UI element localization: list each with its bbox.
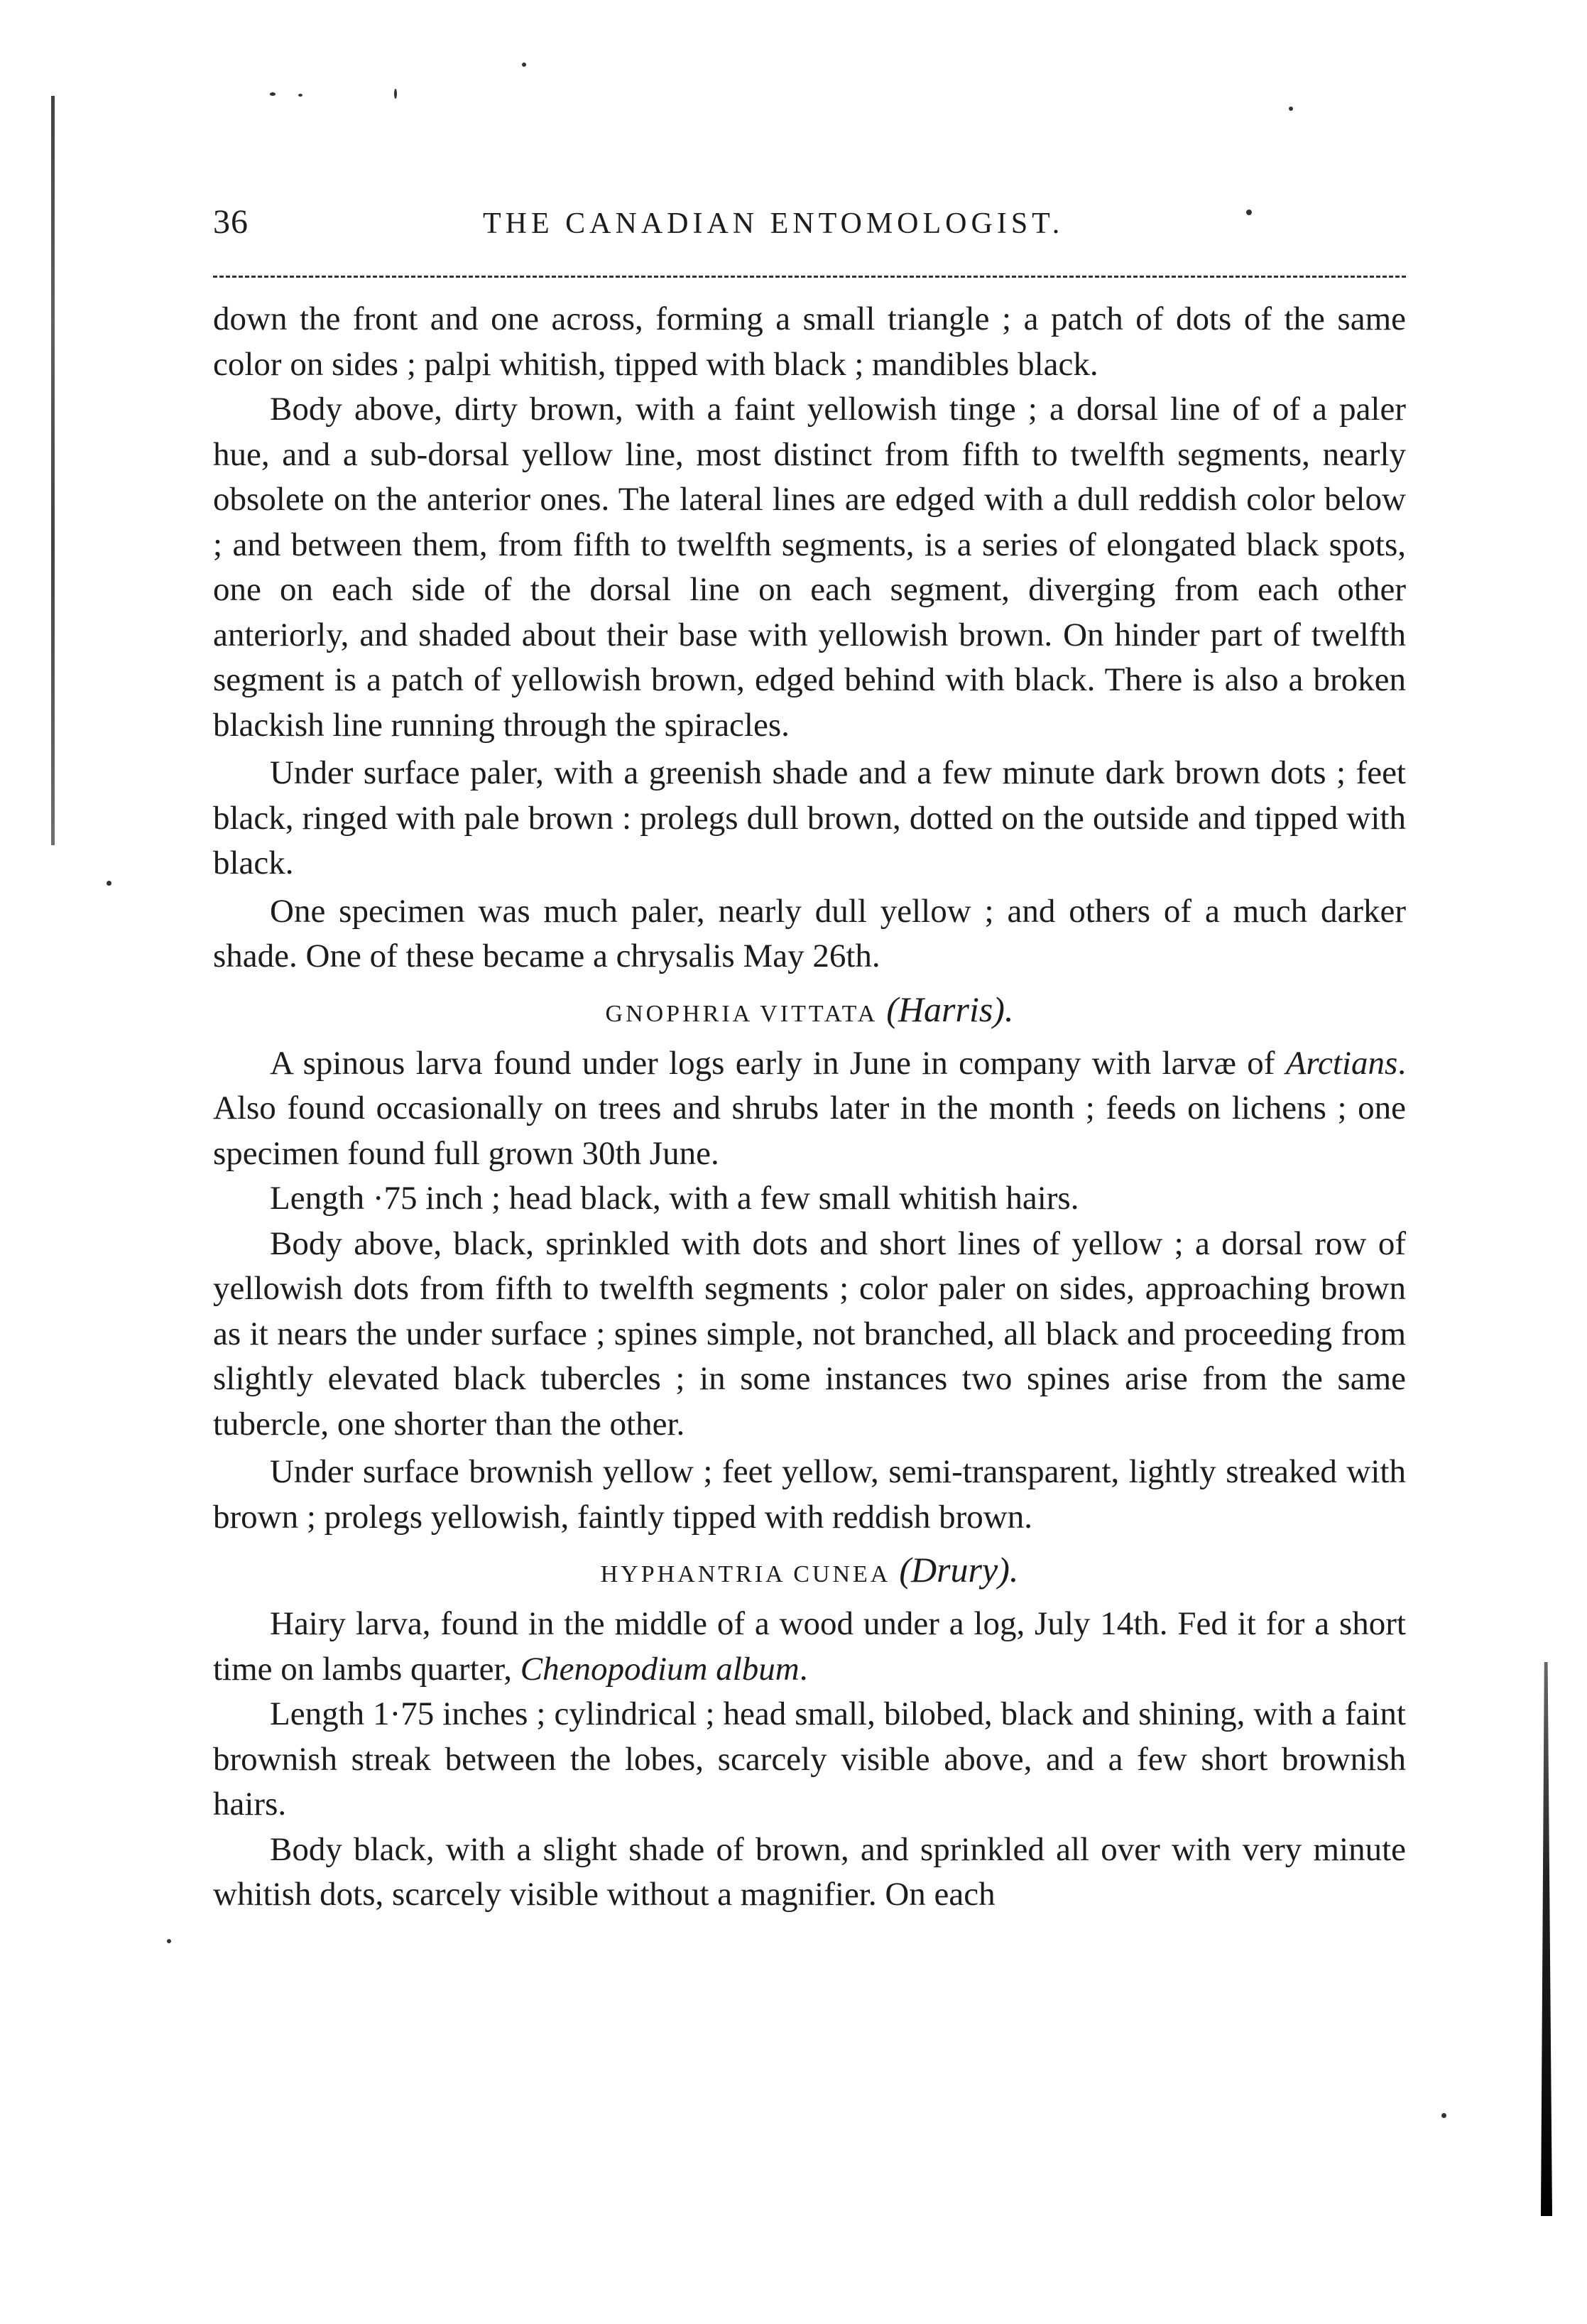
species-author: (Harris). xyxy=(886,989,1014,1029)
paragraph: Length 1·75 inches ; cylindrical ; head small, bilobed, black and shining, with a faint brownish streak between the lobes, scarcely visible above, and a few short brownish hairs. xyxy=(213,1695,1406,1823)
paragraph: Under surface paler, with a greenish shade and a few minute dark brown dots ; feet black, ringed with pale brown : prolegs dull brown, dotted on the outside and tipped with black. xyxy=(213,754,1406,881)
scan-speck xyxy=(167,1939,171,1943)
species-author: (Drury). xyxy=(899,1550,1019,1590)
scan-speck xyxy=(298,94,302,97)
scan-speck xyxy=(1441,2113,1446,2118)
text-run: . xyxy=(799,1650,808,1688)
paragraph: Body above, dirty brown, with a faint yellowish tinge ; a dorsal line of of a paler hue, and a sub-dorsal yellow line, most distinct from fifth to twelfth segments, nearly obsolete on the anterior ones. The lateral lines are edged with a dull reddish color below ; and between them, from fifth to twelfth segments, is a series of elongated black spots, one on each side of the dorsal line on each segment, diverging from each other anteriorly, and shaded about their base with yellowish brown. On hinder part of twelfth segment is a patch of yellowish brown, edged behind with black. There is also a broken blackish line running through the spiracles. xyxy=(213,391,1406,744)
header-rule xyxy=(213,276,1406,278)
text-run: . Also found occasionally on trees and shrubs later in the month ; feeds on lichens ; one specimen found full grown 30th June. xyxy=(213,1044,1406,1172)
page-header xyxy=(213,202,1406,252)
body-text xyxy=(213,297,1406,1918)
paragraph: Under surface brownish yellow ; feet yellow, semi-transparent, lightly streaked with brown ; prolegs yellowish, faintly tipped with reddish brown. xyxy=(213,1453,1406,1536)
species-name: HYPHANTRIA CUNEA xyxy=(600,1561,891,1587)
paragraph xyxy=(213,1602,1406,1692)
scan-speck xyxy=(270,92,276,96)
paragraph: Body above, black, sprinkled with dots and short lines of yellow ; a dorsal row of yellowish dots from fifth to twelfth segments ; color paler on sides, approaching brown as it nears the under surface ; spines simple, not branched, all black and proceeding from slightly elevated black tubercles ; in some instances two spines arise from the same tubercle, one shorter than the other. xyxy=(213,1225,1406,1443)
scan-edge-right xyxy=(1541,1662,1552,2216)
paragraph: Body black, with a slight shade of brown, and sprinkled all over with very minute whitish dots, scarcely visible without a magnifier. On each xyxy=(213,1830,1406,1913)
text-run: A spinous larva found under logs early in June in company with larvæ of xyxy=(270,1044,1286,1082)
scan-edge-left xyxy=(51,96,55,845)
running-title: THE CANADIAN ENTOMOLOGIST. xyxy=(483,207,1064,240)
italic-term: Chenopodium album xyxy=(520,1650,800,1688)
paragraph: down the front and one across, forming a small triangle ; a patch of dots of the same color on sides ; palpi whitish, tipped with black ; mandibles black. xyxy=(213,300,1406,383)
scan-speck xyxy=(522,63,526,67)
species-name: GNOPHRIA VITTATA xyxy=(605,1000,878,1027)
section-heading-hyphantria xyxy=(213,1544,1406,1600)
paragraph xyxy=(213,1041,1406,1177)
italic-term: Arctians xyxy=(1285,1044,1398,1082)
paragraph: Length ·75 inch ; head black, with a few small whitish hairs. xyxy=(270,1180,1079,1217)
scan-speck xyxy=(394,89,397,99)
scan-speck xyxy=(1289,107,1293,111)
paragraph: One specimen was much paler, nearly dull yellow ; and others of a much darker shade. One of these became a chrysalis May 26th. xyxy=(213,892,1406,974)
text-run: Hairy larva, found in the middle of a wood under a log, July 14th. Fed it for a short time on lambs quarter, xyxy=(213,1605,1406,1688)
section-heading-gnophria xyxy=(213,984,1406,1040)
page-number: 36 xyxy=(213,203,249,241)
scan-speck xyxy=(107,881,111,886)
